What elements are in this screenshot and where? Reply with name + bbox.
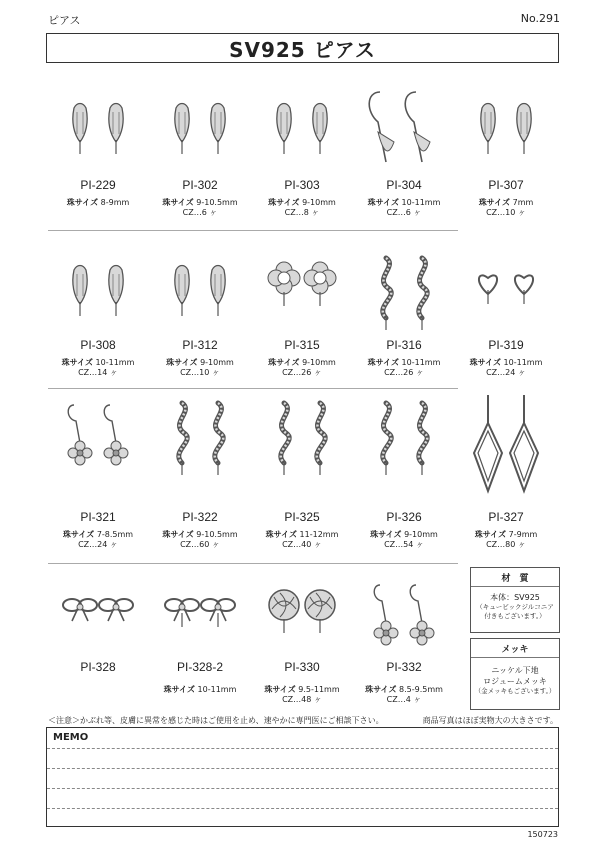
product-code: PI-303 (284, 178, 320, 192)
spec-label: 珠サイズ (367, 358, 399, 367)
spec-label: 珠サイズ (166, 358, 198, 367)
product-code: PI-308 (80, 338, 116, 352)
product-code: PI-328 (80, 660, 116, 674)
cz-count: CZ…6 ヶ (386, 208, 422, 217)
product-code: PI-326 (386, 510, 422, 524)
spec-label: 珠サイズ (61, 358, 93, 367)
product-code: PI-315 (284, 338, 320, 352)
pearl-size: 10-11mm (95, 358, 135, 367)
product-code: PI-325 (284, 510, 320, 524)
product-spec (456, 198, 556, 218)
flower-drop-earring-icon (364, 575, 444, 663)
spec-label: 珠サイズ (469, 358, 501, 367)
product-code: PI-332 (386, 660, 422, 674)
pearl-size: 9.5-11mm (298, 685, 340, 694)
product-code: PI-319 (488, 338, 524, 352)
pearl-size: 8-9mm (100, 198, 130, 207)
caution-notice: ＜注意＞かぶれ等、皮膚に異常を感じた時はご使用を止め、速やかに専門医にご相談下さい。 (48, 716, 384, 725)
cz-count: CZ…26 ヶ (282, 368, 322, 377)
spec-label: 珠サイズ (478, 198, 511, 207)
pearl-size: 7mm (512, 198, 534, 207)
clover-earring-icon (262, 250, 342, 338)
spec-label: 珠サイズ (163, 685, 195, 694)
spec-label: 珠サイズ (162, 198, 194, 207)
material-heading: 材 質 (471, 568, 559, 587)
spec-label: 珠サイズ (370, 530, 402, 539)
memo-box (46, 727, 559, 827)
product-code: PI-302 (182, 178, 218, 192)
product-spec (456, 530, 556, 550)
material-box (470, 567, 560, 633)
product-spec (456, 358, 556, 378)
flower-hook-earring-icon (58, 395, 138, 483)
product-code: PI-327 (488, 510, 524, 524)
memo-line (47, 748, 558, 749)
spec-label: 珠サイズ (367, 198, 399, 207)
plating-box (470, 638, 560, 710)
spec-label: 珠サイズ (66, 198, 99, 207)
cz-count: CZ…8 ヶ (284, 208, 320, 217)
page-number: No.291 (520, 12, 560, 25)
pearl-size: 9-10mm (302, 358, 336, 367)
product-spec (354, 685, 454, 705)
product-spec (354, 530, 454, 550)
curl-earring-icon (466, 88, 546, 176)
cz-count: CZ…14 ヶ (78, 368, 118, 377)
knot-earring-icon (364, 395, 444, 483)
pearl-size: 9-10.5mm (196, 198, 238, 207)
cz-count: CZ…40 ヶ (282, 540, 322, 549)
spec-label: 珠サイズ (474, 530, 507, 539)
cz-count: CZ…10 ヶ (180, 368, 220, 377)
product-spec (354, 198, 454, 218)
pearl-size: 8.5-9.5mm (399, 685, 443, 694)
product-code: PI-330 (284, 660, 320, 674)
pearl-size: 7-8.5mm (96, 530, 134, 539)
heart-earring-icon (466, 250, 546, 338)
product-spec (150, 530, 250, 550)
bow-pin-earring-icon (160, 575, 240, 663)
pearl-size: 11-12mm (299, 530, 339, 539)
product-code: PI-316 (386, 338, 422, 352)
product-spec (48, 198, 148, 208)
spec-label: 珠サイズ (265, 530, 297, 539)
cz-count: CZ…24 ヶ (78, 540, 118, 549)
product-code: PI-307 (488, 178, 524, 192)
cz-count: CZ…4 ヶ (386, 695, 422, 704)
product-spec (150, 198, 250, 218)
plating-line: ロジュームメッキ (483, 677, 547, 686)
pearl-size: 9-10.5mm (196, 530, 238, 539)
bow-earring-icon (58, 575, 138, 663)
twist-earring-icon (364, 250, 444, 338)
product-spec (48, 530, 148, 550)
cz-count: CZ…48 ヶ (282, 695, 322, 704)
pearl-size: 7-9mm (508, 530, 538, 539)
swirl-earring-icon (160, 395, 240, 483)
pearl-size: 9-10mm (302, 198, 336, 207)
fleur-earring-icon (58, 250, 138, 338)
memo-label: MEMO (53, 732, 89, 743)
cz-count: CZ…10 ヶ (486, 208, 526, 217)
finial-earring-icon (58, 88, 138, 176)
product-spec (252, 358, 352, 378)
cz-count: CZ…54 ヶ (384, 540, 424, 549)
product-spec (48, 358, 148, 378)
spec-label: 珠サイズ (365, 685, 397, 694)
category-label: ピアス (48, 14, 81, 27)
diamond-drop-earring-icon (466, 395, 546, 483)
photo-note: 商品写真はほぼ実物大の大きさです。 (422, 716, 558, 725)
product-code: PI-304 (386, 178, 422, 192)
cz-count: CZ…6 ヶ (182, 208, 218, 217)
snake-earring-icon (262, 395, 342, 483)
product-spec (252, 198, 352, 218)
product-code: PI-322 (182, 510, 218, 524)
spec-label: 珠サイズ (268, 198, 300, 207)
page-title: SV925 ピアス (46, 33, 559, 63)
material-body: 本体：SV925 (490, 593, 540, 602)
pearl-size: 9-10mm (200, 358, 234, 367)
product-code: PI-229 (80, 178, 116, 192)
material-note: 付きもございます。） (484, 612, 546, 620)
tulip-earring-icon (262, 88, 342, 176)
spec-label: 珠サイズ (162, 530, 194, 539)
product-spec (150, 685, 250, 695)
product-spec (354, 358, 454, 378)
clip-earring-icon (160, 250, 240, 338)
cz-count: CZ…80 ヶ (486, 540, 526, 549)
pearl-size: 9-10mm (404, 530, 438, 539)
spec-label: 珠サイズ (62, 530, 95, 539)
pearl-size: 10-11mm (401, 198, 441, 207)
love-knot-earring-icon (262, 575, 342, 663)
footer-code: 150723 (527, 830, 558, 839)
material-note: （キュービックジルコニア (476, 603, 554, 611)
pearl-size: 10-11mm (197, 685, 237, 694)
plating-heading: メッキ (471, 639, 559, 658)
pearl-size: 10-11mm (503, 358, 543, 367)
product-code: PI-328-2 (176, 660, 224, 674)
cz-count: CZ…26 ヶ (384, 368, 424, 377)
row-divider (48, 563, 458, 564)
product-spec (252, 530, 352, 550)
spec-label: 珠サイズ (268, 358, 300, 367)
cz-count: CZ…60 ヶ (180, 540, 220, 549)
product-spec (150, 358, 250, 378)
product-spec (252, 685, 352, 705)
spec-label: 珠サイズ (264, 685, 296, 694)
cz-count: CZ…24 ヶ (486, 368, 526, 377)
memo-line (47, 808, 558, 809)
leaf-earring-icon (160, 88, 240, 176)
memo-line (47, 788, 558, 789)
memo-line (47, 768, 558, 769)
product-code: PI-312 (182, 338, 218, 352)
pearl-size: 10-11mm (401, 358, 441, 367)
plating-line: ニッケル下地 (491, 666, 539, 675)
plating-note: （金メッキもございます。） (474, 687, 556, 695)
hook-earring-icon (364, 88, 444, 176)
row-divider (48, 230, 458, 231)
product-code: PI-321 (80, 510, 116, 524)
row-divider (48, 388, 458, 389)
